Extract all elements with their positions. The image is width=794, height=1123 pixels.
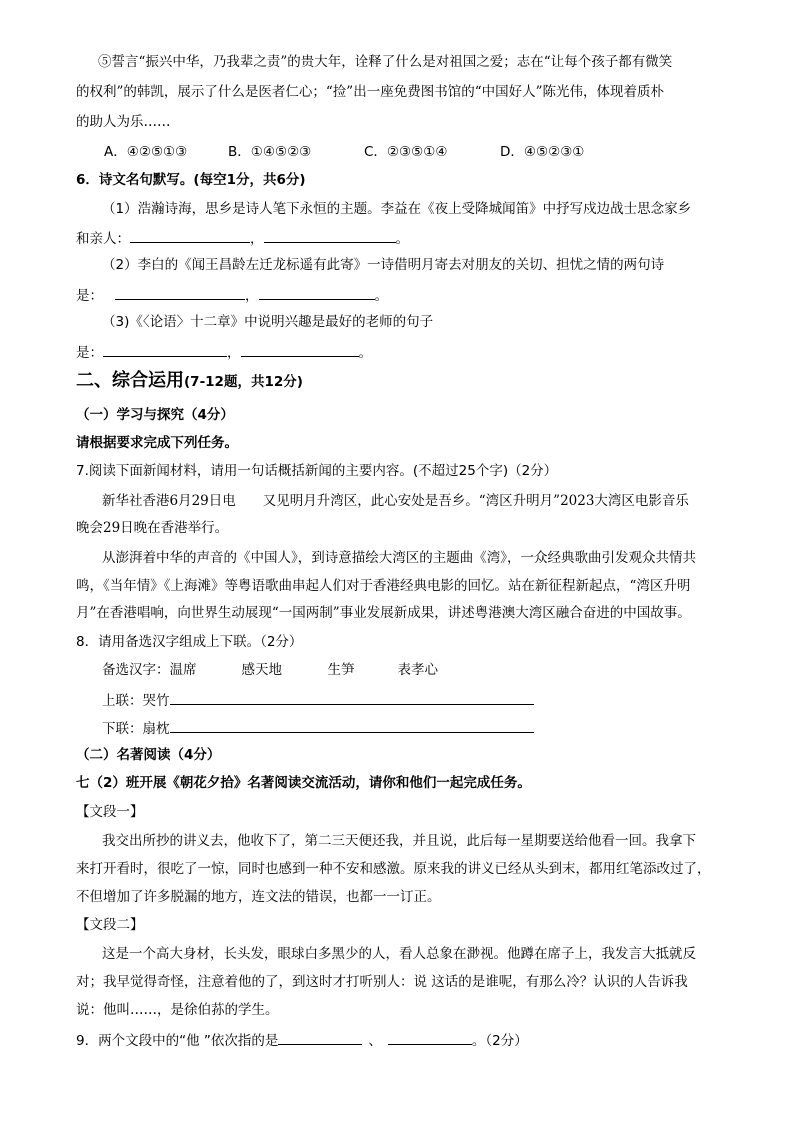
q6-part3-lead: 是： (76, 345, 103, 361)
sub2-intro: 七（2）班开展《朝花夕拾》名著阅读交流活动，请你和他们一起完成任务。 (76, 775, 531, 791)
q5-line-3: 的助人为乐…… (76, 114, 171, 130)
q5-line-1: ⑤誓言“振兴中华，乃我辈之责”的贵大年，诠释了什么是对祖国之爱；志在“让每个孩子都有微笑 (98, 54, 673, 70)
passage-1-line-1: 我交出所抄的讲义去，他收下了，第二三天便还我，并且说，此后每一星期要送给他看一回。我拿下 (102, 833, 696, 849)
q6-part2-prompt: （2）李白的《闻王昌龄左迁龙标遥有此寄》一诗借明月寄去对朋友的关切、担忧之情的两句诗 (102, 257, 665, 273)
q6-comma: ， (245, 288, 259, 304)
q6-period: 。 (374, 288, 388, 304)
q9-blank-2[interactable] (388, 1030, 472, 1045)
q9-blank-1[interactable] (278, 1030, 362, 1045)
q6-part2-answer-row (76, 285, 388, 305)
q8-lower-row (102, 718, 534, 738)
q6-part3-answer-row (76, 342, 372, 362)
q8-option-4: 表孝心 (397, 662, 438, 678)
q6-part1-lead: 和亲人： (76, 231, 130, 247)
q6-comma: ， (250, 231, 264, 247)
q5-option-c[interactable]: C．②③⑤①④ (364, 144, 448, 160)
q5-option-b[interactable]: B．①④⑤②③ (228, 144, 312, 160)
q6-period: 。 (358, 345, 372, 361)
q8-title: 8．请用备选汉字组成上下联。（2分） (76, 634, 303, 650)
section-2-title: 二、综合运用 (76, 370, 184, 391)
passage-1-line-2: 来打开看时，很吃了一惊，同时也感到一种不安和感激。原来我的讲义已经从头到末，都用红笔添改过了， (76, 861, 711, 877)
q6-part1-answer-row (76, 228, 409, 248)
q6-part1-blank-2[interactable] (264, 228, 396, 243)
q6-title: 6．诗文名句默写。(每空1分，共6分) (76, 172, 306, 188)
q9-suffix: 。（2分） (471, 1033, 528, 1049)
passage-2-line-2: 对；我早觉得奇怪，注意着他的了，到这时才打听别人：说 这话的是谁呢，有那么冷？认识的人告诉我 (76, 974, 688, 990)
q5-line-2: 的权利”的韩凯，展示了什么是医者仁心；“捡”出一座免费图书馆的“中国好人”陈光伟，体现着质朴 (76, 84, 665, 100)
q7-news-line-3: 从澎湃着中华的声音的《中国人》，到诗意描绘大湾区的主题曲《湾》，一众经典歌曲引发观众共情共 (102, 550, 696, 566)
q6-part1-blank-1[interactable] (130, 228, 250, 243)
passage-2-line-3: 说：他叫……，是徐伯荪的学生。 (76, 1002, 279, 1018)
q9-row (76, 1030, 528, 1050)
q8-upper-blank[interactable] (170, 690, 534, 705)
sub1-title: （一）学习与探究（4分） (76, 407, 234, 423)
section-2-heading (76, 370, 303, 393)
sub2-title: （二）名著阅读（4分） (76, 747, 221, 763)
q7-news-line-2: 晚会29日晚在香港举行。 (76, 520, 229, 536)
q6-period: 。 (395, 231, 409, 247)
q6-part2-blank-1[interactable] (115, 285, 245, 300)
q8-options-row (102, 661, 438, 679)
q7-news-line-5: 月”在香港唱响，向世界生动展现“一国两制”事业发展新成果，讲述粤港澳大湾区融合奋进的中国故事。 (76, 605, 691, 621)
q8-upper-label: 上联：哭竹 (102, 693, 170, 709)
passage-2-label: 【文段二】 (76, 917, 144, 933)
q7-news-line-1: 新华社香港6月29日电 又见明月升湾区，此心安处是吾乡。“湾区升明月”2023大湾区电影音乐 (102, 493, 689, 509)
passage-1-label: 【文段一】 (76, 804, 144, 820)
sub1-instruction: 请根据要求完成下列任务。 (76, 435, 238, 451)
passage-2-line-1: 这是一个高大身材，长头发，眼球白多黑少的人，看人总象在渺视。他蹲在席子上，我发言大抵就反 (102, 946, 696, 962)
q6-part3-blank-2[interactable] (241, 342, 359, 357)
q6-part3-prompt: （3)《〈论语〉十二章》中说明兴趣是最好的老师的句子 (102, 314, 434, 330)
q7-news-line-4: 鸣，《当年情》《上海滩》等粤语歌曲串起人们对于香港经典电影的回忆。站在新征程新起点，“湾区升明 (76, 578, 691, 594)
q5-option-d[interactable]: D．④⑤②③① (500, 144, 585, 160)
q7-title: 7.阅读下面新闻材料，请用一句话概括新闻的主要内容。(不超过25个字)（2分） (76, 463, 558, 479)
q9-prefix: 9．两个文段中的“他 ”依次指的是 (76, 1033, 279, 1049)
q8-option-3: 生笋 (327, 662, 355, 678)
q8-lower-label: 下联：扇枕 (102, 721, 170, 737)
q6-comma: ， (227, 345, 241, 361)
q8-option-1: 温席 (169, 662, 197, 678)
q6-part1-prompt: （1）浩瀚诗海，思乡是诗人笔下永恒的主题。李益在《夜上受降城闻笛》中抒写戍边战士思念家乡 (102, 201, 692, 217)
q8-option-2: 感天地 (241, 662, 282, 678)
q6-part3-blank-1[interactable] (103, 342, 227, 357)
q5-options (104, 143, 584, 161)
q6-part2-blank-2[interactable] (259, 285, 375, 300)
q9-separator: 、 (368, 1033, 382, 1049)
q8-options-label: 备选汉字： (102, 662, 170, 678)
q6-part2-lead: 是： (76, 288, 103, 304)
q5-option-a[interactable]: A．④②⑤①③ (104, 144, 188, 160)
section-2-note: (7-12题，共12分) (184, 374, 303, 390)
q8-upper-row (102, 690, 534, 710)
passage-1-line-3: 不但增加了许多脱漏的地方，连文法的错误，也都一一订正。 (76, 889, 441, 905)
q8-lower-blank[interactable] (170, 718, 534, 733)
